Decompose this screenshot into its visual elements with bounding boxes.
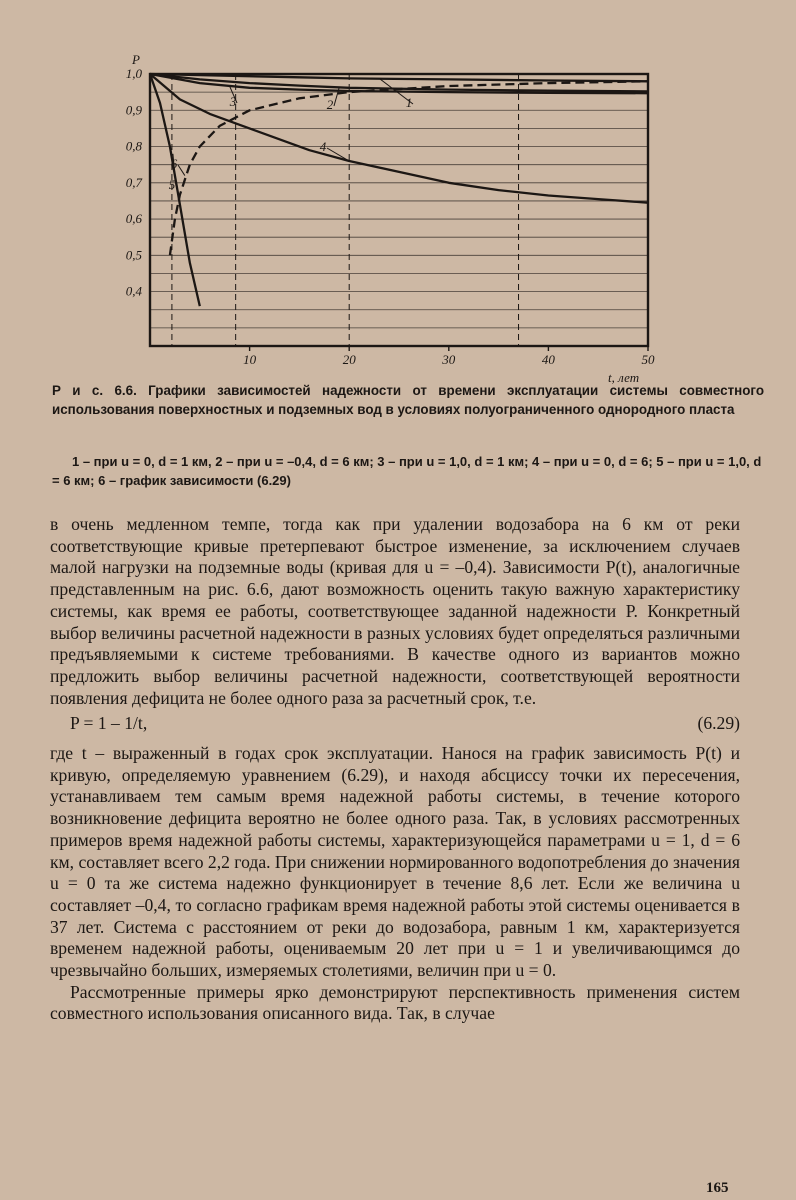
y-axis-label: P	[132, 52, 140, 67]
plot-frame	[150, 74, 648, 346]
body-text	[50, 514, 740, 1025]
x-tick-label: 50	[641, 352, 655, 367]
y-tick-label: 0,9	[125, 102, 142, 118]
curve-label-4: 4	[319, 139, 327, 154]
x-tick-label: 30	[442, 352, 456, 367]
chart-series	[150, 74, 648, 306]
reference-lines	[172, 74, 519, 346]
y-tick-label: 0,7	[125, 174, 142, 190]
figure-legend: 1 – при u = 0, d = 1 км, 2 – при u = –0,4, d = 6 км; 3 – при u = 1,0, d = 1 км; 4 – при u = 0, d = 6; 5 – при u = 1,0, d = 6 км; 6 – график зависимости (6.29)	[52, 454, 762, 488]
y-tick-label: 0,5	[125, 247, 142, 263]
curve-label-2: 2	[326, 97, 334, 112]
x-tick-label: 20	[342, 352, 356, 367]
chart-grid	[150, 74, 648, 328]
y-tick-label: 0,4	[125, 283, 142, 299]
figure-caption: Р и с. 6.6. Графики зависимостей надежности от времени эксплуатации системы совместного использования поверхностных и подземных вод в условиях полуограниченного однородного пласта	[52, 383, 764, 417]
page-number: 165	[706, 1180, 729, 1196]
y-tick-label: 1,0	[125, 66, 142, 81]
x-tick-label: 40	[541, 352, 555, 367]
curve-leader-6	[178, 165, 185, 176]
y-tick-label: 0,8	[125, 138, 142, 154]
reliability-chart	[0, 0, 796, 400]
x-axis-label: t, лет	[608, 370, 640, 385]
paragraph: Рассмотренные примеры ярко демонстрируют перспективность применения систем совместного использования описанного вида. Так, в случае	[50, 981, 740, 1024]
paragraph: в очень медленном темпе, тогда как при удалении водозабора на 6 км от реки соответствующие кривые претерпевают быстрое изменение, за исключением случаев малой нагрузки на подземные воды (кривая для u = –0,4). Зависимости P(t), аналогичные представленным на рис. 6.6, дают возможность оценить такую важную характеристику системы, как время ее работы, соответствующее заданной надежности P. Конкретный выбор величины расчетной надежности в разных условиях будет определяться различными предъявляемыми к системе требованиями. В качестве одного из вариантов можно предложить выбор величины расчетной надежности, соответствующей вероятности появления дефицита не более одного раза за расчетный срок, т.е.	[50, 514, 740, 708]
x-tick-label: 10	[243, 352, 257, 367]
curve-label-1: 1	[405, 95, 413, 110]
chart-axes	[150, 74, 648, 346]
curve-label-6: 6	[170, 156, 178, 171]
curve-label-5: 5	[168, 177, 176, 192]
paragraph: где t – выраженный в годах срок эксплуатации. Нанося на график зависимость P(t) и кривую, определяемую уравнением (6.29), и находя абсциссу точки их пересечения, устанавливаем тем самым время надежной работы системы, в течение которого возникновение дефицита вероятно не более одного раза. Так, в условиях рассмотренных примеров время надежной работы системы, характеризующейся параметрами u = 1, d = 6 км, составляет всего 2,2 года. При снижении нормированного водопотребления до значения u = 0 та же система надежно функционирует в течение 8,6 лет. Если же величина u составляет –0,4, то согласно графикам время надежной работы этой системы оценивается в 37 лет. Система с расстоянием от реки до водозабора, равным 1 км, характеризуется временем надежной работы, оцениваемым 20 лет при u = 1 и увеличивающимся до чрезвычайно больших, измеряемых столетиями, величин при u = 0.	[50, 743, 740, 981]
equation-number: (6.29)	[697, 713, 740, 734]
equation-6-29	[50, 709, 740, 743]
equation-formula: P = 1 – 1/t,	[70, 713, 148, 734]
curve-labels	[169, 78, 413, 192]
y-tick-label: 0,6	[125, 211, 142, 227]
curve-label-3: 3	[229, 94, 237, 109]
